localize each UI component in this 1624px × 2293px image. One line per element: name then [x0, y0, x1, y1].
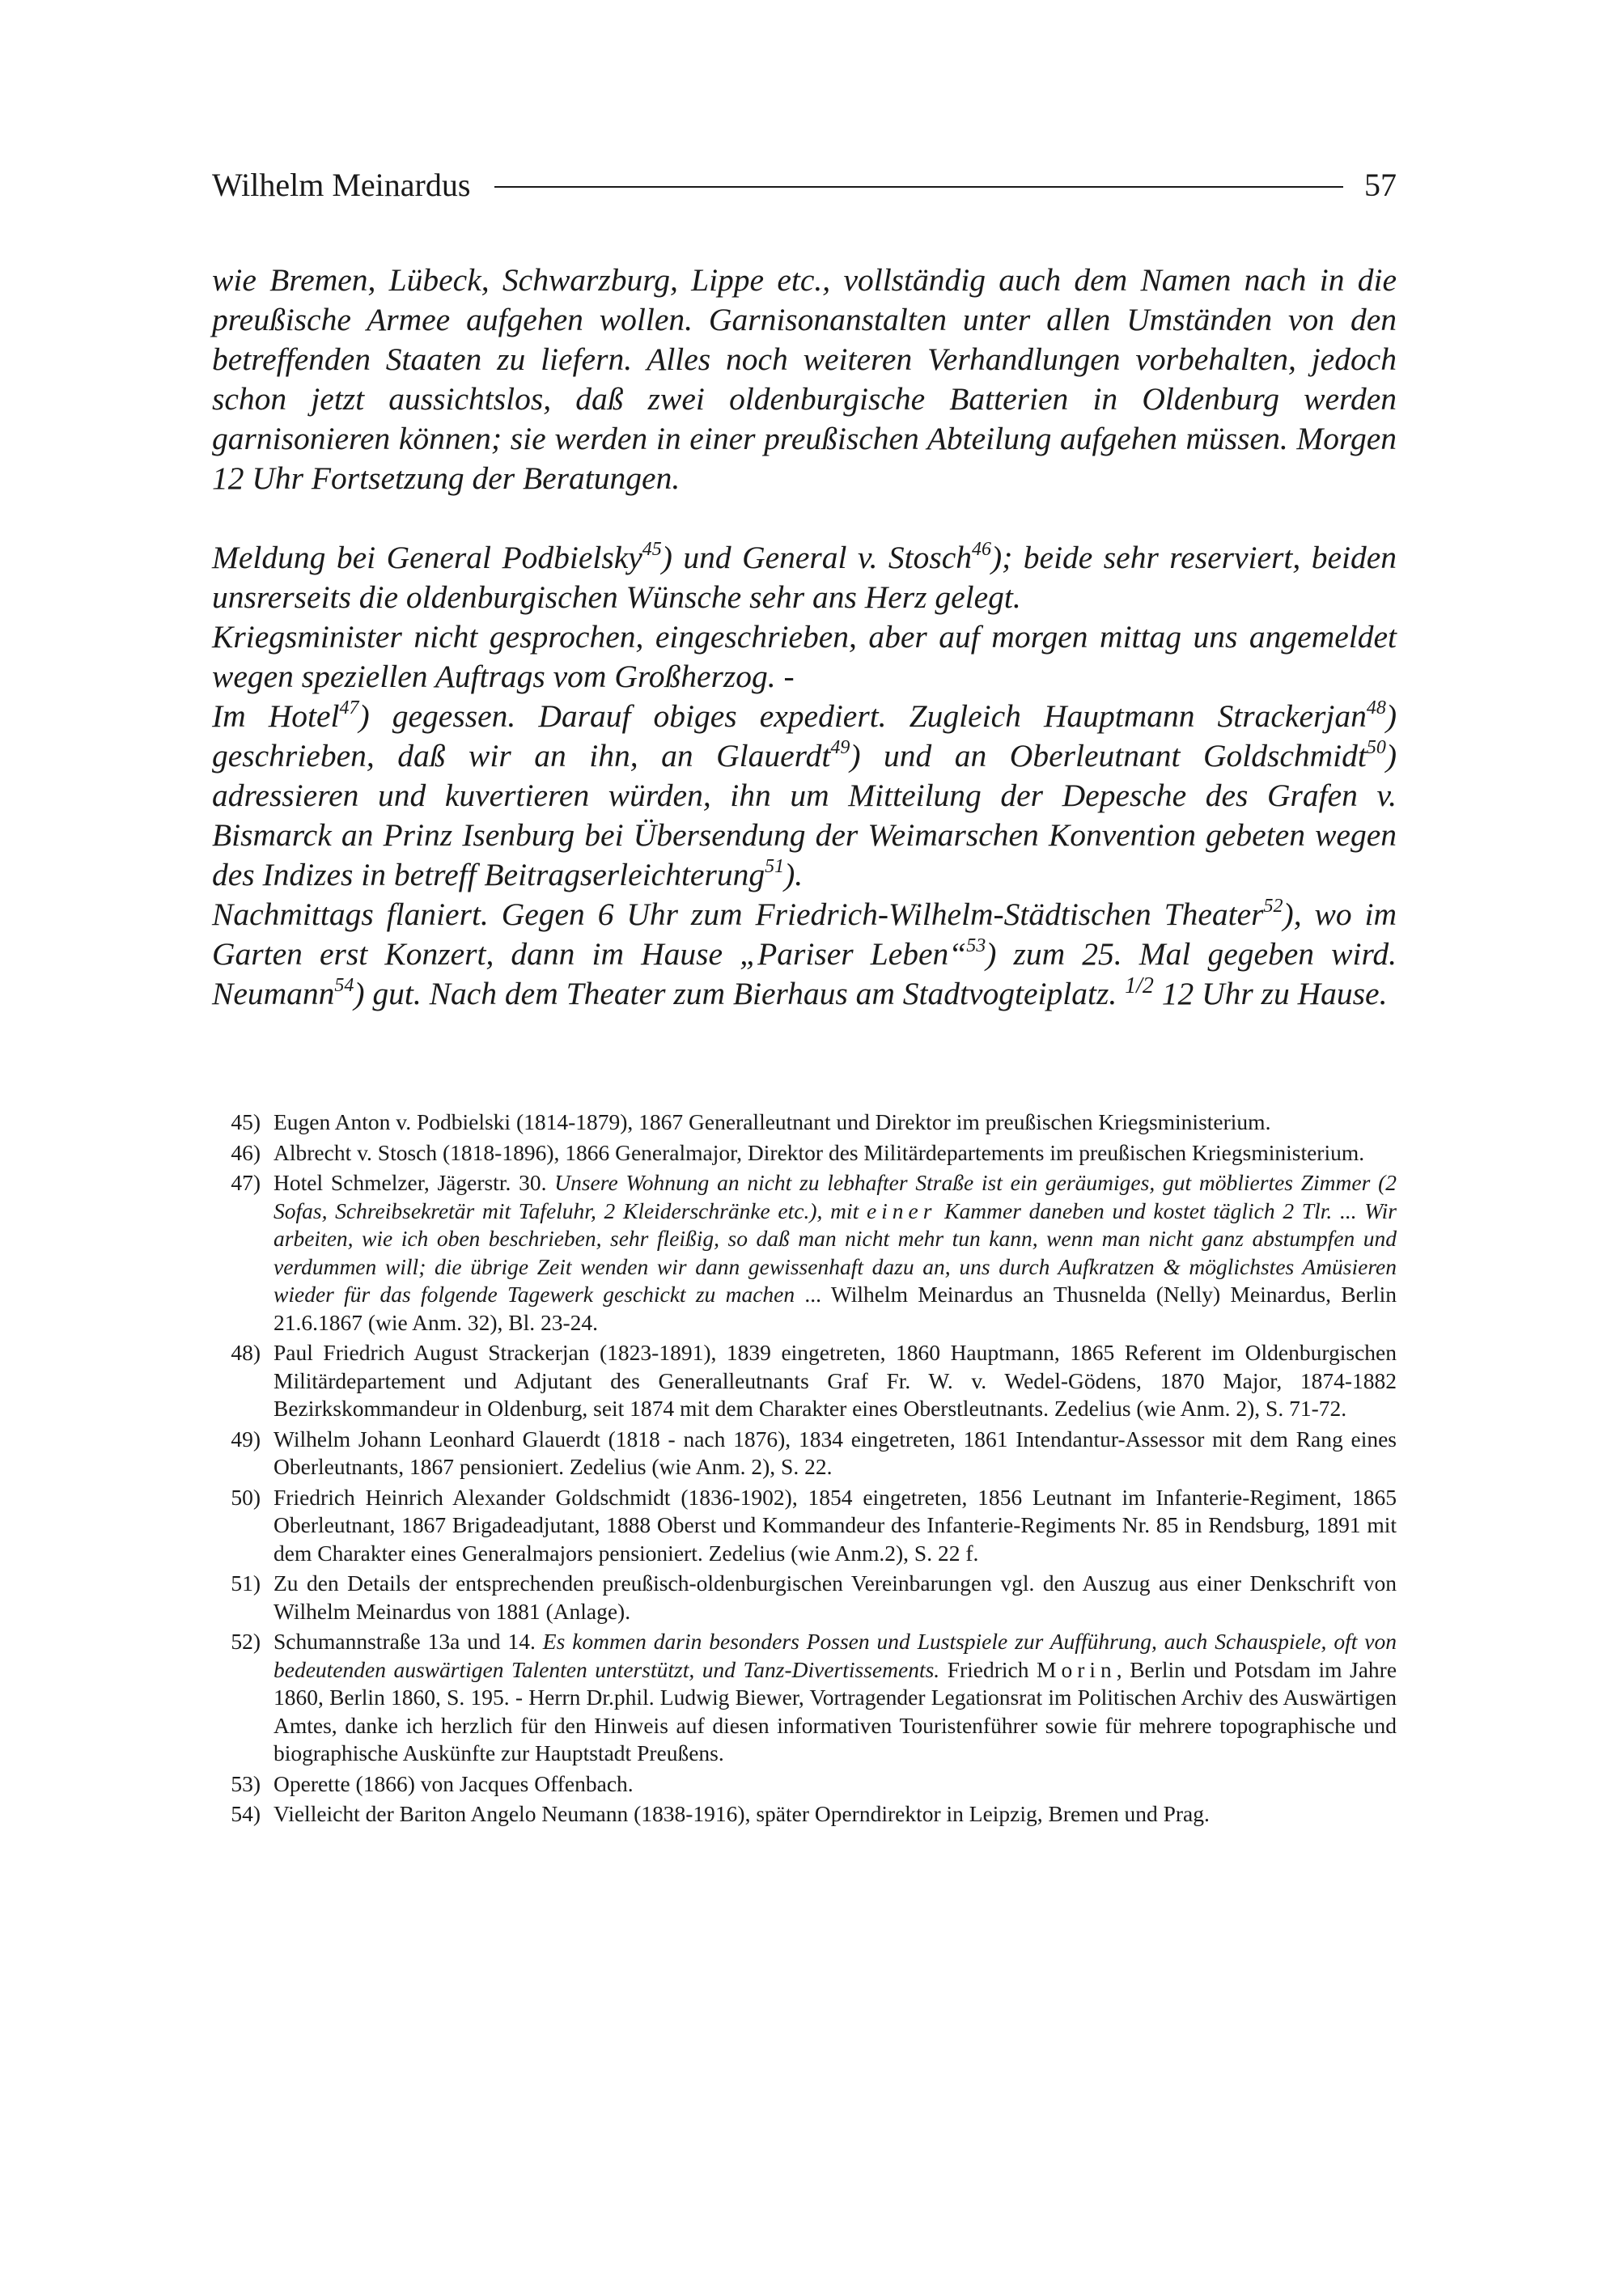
running-header: [212, 160, 1397, 209]
footnote-number: 52): [231, 1629, 261, 1654]
footnote-51: [212, 1570, 1397, 1625]
text-run: Meldung bei General Podbielsky: [212, 540, 642, 575]
fraction-half: 1/2: [1125, 973, 1154, 998]
text-run: , Berlin und Potsdam im Jahre 1860, Berlin 1860, S. 195. - Herrn Dr.phil. Ludwig Biewer, Vortragender Legationsrat im Politischen Archiv des Auswärtigen Amtes, danke ich herzlich für den Hinweis auf diesen informativen Touristenführer sowie für mehrere topographische und biographische Auskünfte zur Hauptstadt Preußens.: [273, 1656, 1397, 1765]
footnote-number: 48): [231, 1340, 261, 1365]
footnote-text: Vielleicht der Bariton Angelo Neumann (1838-1916), später Operndirektor in Leipzig, Bremen und Prag.: [273, 1801, 1210, 1826]
text-run: ) und an Oberleutnant Goldschmidt: [850, 738, 1367, 774]
footnote-52: [212, 1628, 1397, 1768]
footnote-ref-51[interactable]: 51: [765, 855, 785, 877]
footnote-47: [212, 1169, 1397, 1337]
footnote-number: 45): [231, 1109, 261, 1134]
running-title: Wilhelm Meinardus: [212, 166, 471, 203]
text-run: ) gegessen. Darauf obiges expediert. Zugleich Hauptmann Strackerjan: [358, 698, 1367, 734]
footnote-text: Paul Friedrich August Strackerjan (1823-1891), 1839 eingetreten, 1860 Hauptmann, 1865 Referent im Oldenburgischen Militärdepartement und Adjutant des Generalleutnants Graf Fr. W. v. Wedel-Gödens, 1870 Major, 1874-1882 Bezirkskommandeur in Oldenburg, seit 1874 mit dem Charakter eines Oberstleutnants. Zedelius (wie Anm. 2), S. 71-72.: [273, 1340, 1397, 1421]
text-run: ) gut. Nach dem Theater zum Bierhaus am Stadtvogteiplatz.: [354, 976, 1117, 1011]
footnote-ref-50[interactable]: 50: [1366, 736, 1386, 758]
text-run: ); beide sehr reserviert, beiden unsrerseits die oldenburgischen Wünsche sehr ans Herz gelegt.: [212, 540, 1397, 615]
footnote-50: [212, 1484, 1397, 1568]
page-number: 57: [1364, 166, 1397, 203]
footnote-ref-54[interactable]: 54: [334, 974, 354, 996]
footnote-46: [212, 1139, 1397, 1168]
header-rule: [494, 186, 1343, 188]
footnote-ref-52[interactable]: 52: [1263, 895, 1283, 917]
footnote-ref-45[interactable]: 45: [642, 538, 662, 560]
footnotes: [212, 1108, 1397, 1831]
text-run: 12 Uhr zu Hause.: [1161, 976, 1388, 1011]
footnote-number: 47): [231, 1170, 261, 1195]
text-run: ).: [784, 857, 804, 892]
emphasis-text: einer: [866, 1197, 937, 1223]
text-run: ) geschrieben, daß wir an ihn, an Glauerdt: [212, 698, 1397, 774]
footnote-text: Zu den Details der entsprechenden preußisch-oldenburgischen Vereinbarungen vgl. den Auszug aus einer Denkschrift von Wilhelm Meinardus von 1881 (Anlage).: [273, 1570, 1397, 1624]
footnote-53: [212, 1770, 1397, 1799]
text-run: ), wo im Garten erst Konzert, dann im Hause „Pariser Leben“: [212, 896, 1397, 972]
text-run: Hotel Schmelzer, Jägerstr. 30.: [273, 1170, 547, 1195]
footnote-number: 51): [231, 1570, 261, 1596]
footnote-ref-49[interactable]: 49: [830, 736, 850, 758]
quotation-text: Es kommen darin besonders Possen und Lustspiele zur Aufführung, auch Schauspiele, oft von bedeutenden auswärtigen Talenten unterstützt, und Tanz-Divertissements.: [273, 1629, 1397, 1682]
paragraph-4: [212, 697, 1397, 895]
footnote-text: Operette (1866) von Jacques Offenbach.: [273, 1770, 634, 1796]
footnote-ref-53[interactable]: 53: [966, 935, 986, 956]
footnote-number: 46): [231, 1139, 261, 1165]
footnote-text: [273, 1169, 1397, 1337]
footnote-text: Wilhelm Johann Leonhard Glauerdt (1818 - nach 1876), 1834 eingetreten, 1861 Intendantur-Assessor mit dem Rang eines Oberleutnants, 1867 pensioniert. Zedelius (wie Anm. 2), S. 22.: [273, 1426, 1397, 1479]
footnote-text: [273, 1628, 1397, 1768]
footnote-text: Friedrich Heinrich Alexander Goldschmidt (1836-1902), 1854 eingetreten, 1856 Leutnant im Infanterie-Regiment, 1865 Oberleutnant, 1867 Brigadeadjutant, 1888 Oberst und Kommandeur des Infanterie-Regiments Nr. 85 in Rendsburg, 1891 mit dem Charakter eines Generalmajors pensioniert. Zedelius (wie Anm.2), S. 22 f.: [273, 1484, 1397, 1566]
footnote-ref-47[interactable]: 47: [339, 697, 359, 718]
footnote-number: 54): [231, 1801, 261, 1826]
footnote-text: Eugen Anton v. Podbielski (1814-1879), 1867 Generalleutnant und Direktor im preußischen Kriegsministerium.: [273, 1109, 1271, 1134]
footnote-number: 49): [231, 1426, 261, 1452]
diary-text: [212, 261, 1397, 1014]
footnote-54: [212, 1800, 1397, 1829]
quotation-text: Kammer daneben und kostet täglich 2 Tlr. ... Wir arbeiten, wie ich oben beschrieben, sehr fleißig, so daß man nicht mehr tun kann, wenn man nicht ganz abstumpfen und verdummen will; die übrige Zeit wenden wir dann gewissenhaft dazu an, uns durch Aufkratzen & möglichstes Amüsieren wieder für das folgende Tagewerk geschickt zu machen: [273, 1197, 1397, 1307]
text-run: Friedrich: [947, 1656, 1029, 1682]
footnote-45: [212, 1108, 1397, 1137]
footnote-number: 50): [231, 1484, 261, 1510]
text-run: ) adressieren und kuvertieren würden, ihn um Mitteilung der Depesche des Grafen v. Bismarck an Prinz Isenburg bei Übersendung der Weimarschen Konvention gebeten wegen des Indizes in betreff Beitragserleichterung: [212, 738, 1397, 892]
footnote-48: [212, 1339, 1397, 1423]
footnote-49: [212, 1426, 1397, 1481]
quotation-text: Unsere Wohnung an nicht zu lebhafter Straße ist ein geräumiges, gut möbliertes Zimmer (2 Sofas, Schreibsekretär mit Tafeluhr, 2 Kleiderschränke etc.), mit: [273, 1170, 1397, 1223]
paragraph-1: wie Bremen, Lübeck, Schwarzburg, Lippe etc., vollständig auch dem Namen nach in die preußische Armee aufgehen wollen. Garnisonanstalten unter allen Umständen von den betreffenden Staaten zu liefern. Alles noch weiteren Verhandlungen vorbehalten, jedoch schon jetzt aussichtslos, daß zwei oldenburgische Batterien in Oldenburg werden garnisonieren können; sie werden in einer preußischen Abteilung aufgehen müssen. Morgen 12 Uhr Fortsetzung der Beratungen.: [212, 262, 1397, 496]
paragraph-5: [212, 895, 1397, 1014]
author-name: Morin: [1037, 1656, 1117, 1682]
text-run: Schumannstraße 13a und 14.: [273, 1629, 536, 1654]
footnote-number: 53): [231, 1770, 261, 1796]
text-run: ) und General v. Stosch: [661, 540, 973, 575]
paragraph-3: Kriegsminister nicht gesprochen, eingeschrieben, aber auf morgen mittag uns angemeldet wegen speziellen Auftrags vom Großherzog. -: [212, 619, 1397, 694]
footnote-ref-46[interactable]: 46: [972, 538, 992, 560]
text-run: Im Hotel: [212, 698, 340, 734]
paragraph-2: [212, 538, 1397, 617]
text-run: ) zum 25. Mal gegeben wird. Neumann: [212, 936, 1397, 1011]
text-run: Nachmittags flaniert. Gegen 6 Uhr zum Friedrich-Wilhelm-Städtischen Theater: [212, 896, 1264, 932]
footnote-text: Albrecht v. Stosch (1818-1896), 1866 Generalmajor, Direktor des Militärdepartements im preußischen Kriegsministerium.: [273, 1139, 1365, 1165]
footnote-ref-48[interactable]: 48: [1366, 697, 1386, 718]
text-run: ... Wilhelm Meinardus an Thusnelda (Nelly) Meinardus, Berlin 21.6.1867 (wie Anm. 32), Bl. 23-24.: [273, 1282, 1397, 1335]
